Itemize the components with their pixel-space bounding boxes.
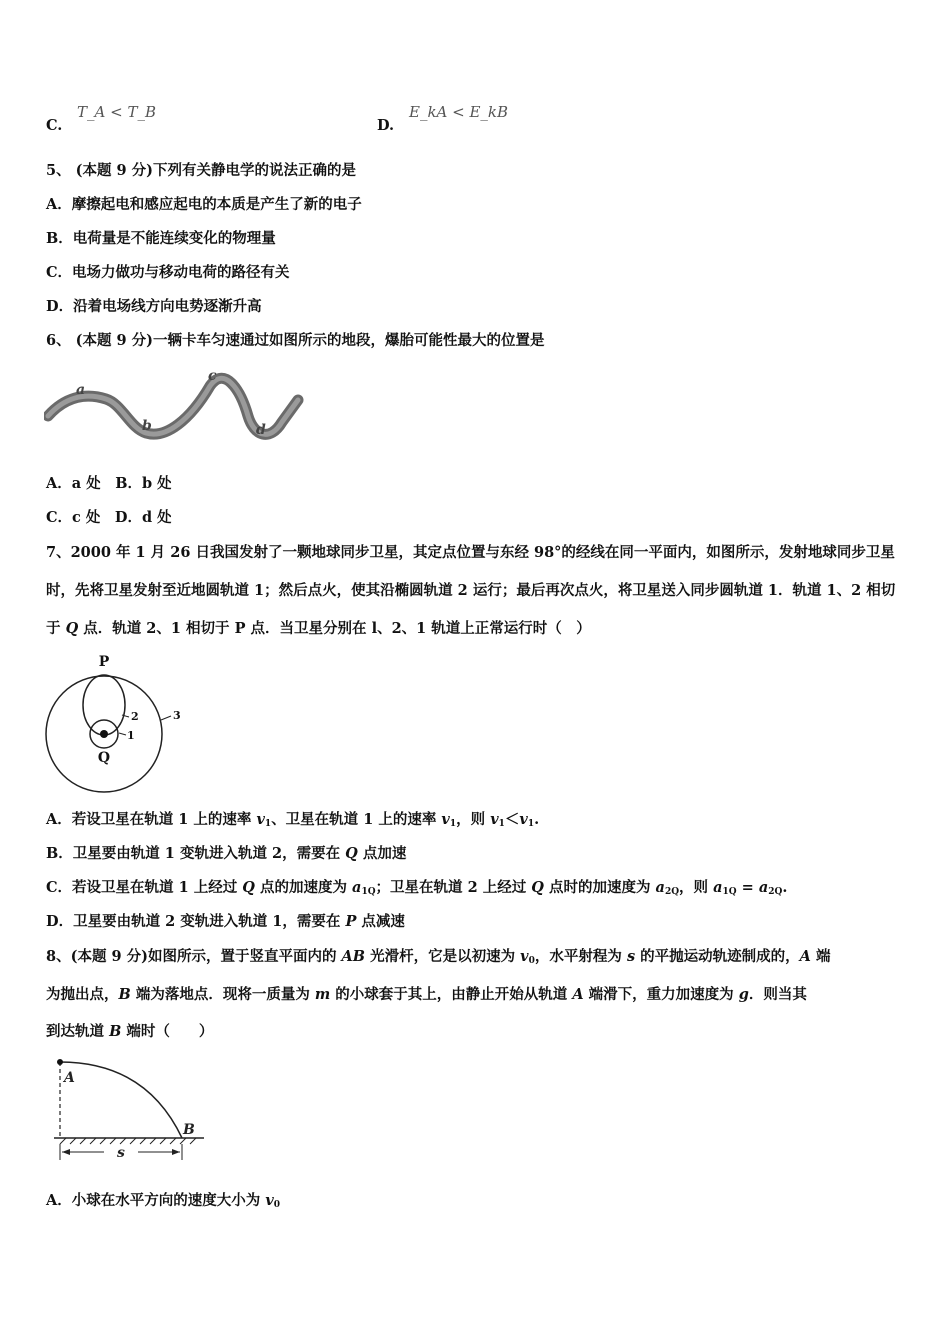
label-q: Q: [97, 750, 111, 766]
q8-stem-line2: 为抛出点，B 端为落地点．现将一质量为 m 的小球套于其上，由静止开始从轨道 A 端滑下，重力加速度为 g．则当其: [46, 986, 807, 1003]
q8-option-a: A．小球在水平方向的速度大小为 $v_0$: [46, 1192, 281, 1210]
q4-option-c-label: C.: [46, 117, 63, 134]
label-orbit-2: 2: [131, 710, 139, 723]
q5-option-b: B．电荷量是不能连续变化的物理量: [46, 230, 276, 247]
q5-option-d: D．沿着电场线方向电势逐渐升高: [46, 298, 262, 315]
label-s: s: [117, 1145, 125, 1161]
label-b: b: [142, 418, 152, 434]
q4-option-c-expr: T_A < T_B: [77, 103, 156, 121]
label-d: d: [256, 422, 266, 438]
label-orbit-3: 3: [173, 709, 181, 722]
q5-option-a: A．摩擦起电和感应起电的本质是产生了新的电子: [46, 196, 362, 213]
q4-option-d-label: D.: [377, 117, 395, 134]
label-a: a: [76, 382, 86, 398]
label-a: A: [64, 1070, 75, 1086]
q5-option-c: C．电场力做功与移动电荷的路径有关: [46, 264, 290, 281]
label-b: B: [183, 1122, 195, 1138]
q6-options-row1: A．a 处 B．b 处: [46, 475, 172, 492]
q8-stem-line3: 到达轨道 B 端时（ ）: [46, 1023, 214, 1040]
label-c: c: [208, 368, 217, 384]
q7-option-c: C．若设卫星在轨道 1 上经过 Q 点的加速度为 $a_{1Q}$；卫星在轨道 2 上经过 Q 点时的加速度为 $a_{2Q}$，则 $a_{1Q} = a_{2Q}$.: [46, 879, 788, 897]
q7-option-b: B．卫星要由轨道 1 变轨进入轨道 2，需要在 Q 点加速: [46, 845, 407, 862]
q7-orbit-figure: [42, 652, 192, 798]
q8-trajectory-figure: [46, 1052, 210, 1168]
q6-options-row2: C．c 处 D．d 处: [46, 509, 172, 526]
q7-option-d: D．卫星要由轨道 2 变轨进入轨道 1，需要在 P 点减速: [46, 913, 405, 930]
q7-option-a: A．若设卫星在轨道 1 上的速率 $v_1$、卫星在轨道 1 上的速率 $v_1$，则 $v_1<v_1$.: [46, 811, 540, 829]
q7-stem: 7、2000 年 1 月 26 日我国发射了一颗地球同步卫星，其定点位置与东经 98°的经线在同一平面内，如图所示，发射地球同步卫星时，先将卫星发射至近地圆轨道 1；然后点火，使其沿椭圆轨道 2 运行；最后再次点火，将卫星送入同步圆轨道 1．轨道 1、2 相切于 Q 点．轨道 2、1 相切于 P 点．当卫星分别在 l、2、1 轨道上正常运行时（ ）: [46, 544, 896, 637]
q8-stem-line1: 8、(本题 9 分)如图所示，置于竖直平面内的 AB 光滑杆，它是以初速为 $v_0$，水平射程为 s 的平抛运动轨迹制成的，A 端: [46, 948, 831, 966]
label-orbit-1: 1: [127, 729, 135, 742]
label-p: P: [98, 654, 110, 670]
q5-stem: 5、 (本题 9 分)下列有关静电学的说法正确的是: [46, 162, 357, 179]
q6-stem: 6、 (本题 9 分)一辆卡车匀速通过如图所示的地段，爆胎可能性最大的位置是: [46, 332, 545, 349]
q6-road-figure: [44, 366, 306, 448]
q4-option-d-expr: E_kA < E_kB: [409, 103, 509, 121]
